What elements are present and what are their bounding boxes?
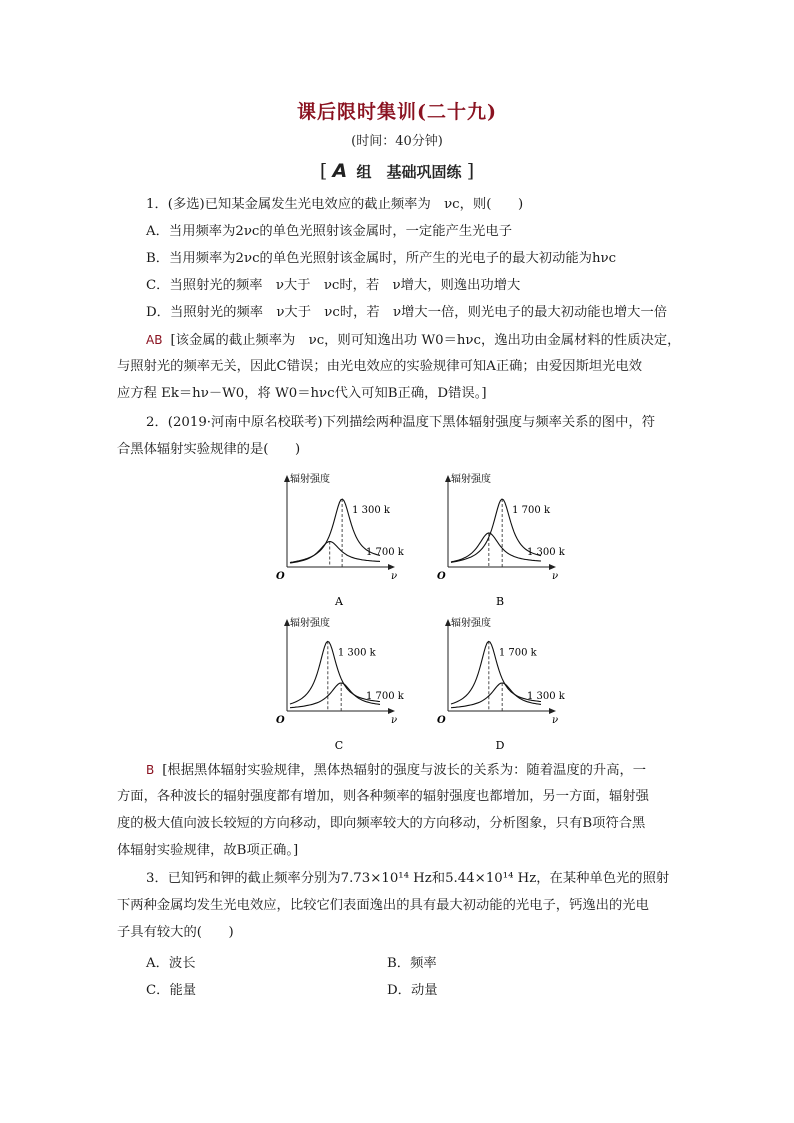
q3-stem-line-1: 3．已知钙和钾的截止频率分别为7.73×10¹⁴ Hz和5.44×10¹⁴ Hz，在某种单色光的照射 <box>146 871 670 886</box>
chart-d <box>437 616 566 752</box>
series-label-lower: 1 300 k <box>527 691 565 703</box>
q2-explanation-line-1: B [根据黑体辐射实验规律，黑体热辐射的强度与波长的关系为：随着温度的升高，一 <box>146 763 647 778</box>
x-axis-arrow <box>549 708 556 714</box>
q1-explanation-line-1: AB [该金属的截止频率为 νc，则可知逸出功 W0＝hνc，逸出功由金属材料的性质决定， <box>146 333 681 348</box>
q2-stem-line-2: 合黑体辐射实验规律的是( ) <box>117 442 301 457</box>
q1-option-b: B．当用频率为2νc的单色光照射该金属时，所产生的光电子的最大初动能为hνc <box>146 251 617 266</box>
q3-stem-line-3: 子具有较大的( ) <box>117 925 234 940</box>
q1-option-d: D．当照射光的频率 ν大于 νc时，若 ν增大一倍，则光电子的最大初动能也增大一倍 <box>146 305 668 320</box>
q2-stem-line-1: 2．(2019·河南中原名校联考)下列描绘两种温度下黑体辐射强度与频率关系的图中，符 <box>146 415 655 430</box>
chart-caption: B <box>495 595 505 608</box>
chart-b <box>437 472 566 608</box>
q1-answer: AB <box>146 333 163 347</box>
q1-option-c: C．当照射光的频率 ν大于 νc时，若 ν增大，则逸出功增大 <box>146 278 521 293</box>
chart-caption: D <box>495 739 505 752</box>
series-label-lower: 1 700 k <box>366 547 404 559</box>
y-axis-label: 辐射强度 <box>451 618 491 629</box>
chart-c <box>276 616 405 752</box>
time-limit: (时间：40分钟) <box>351 134 443 149</box>
chart-a <box>276 472 405 608</box>
q3-stem-line-2: 下两种金属均发生光电效应，比较它们表面逸出的具有最大初动能的光电子，钙逸出的光电 <box>117 898 649 913</box>
q2-explanation-line-3: 度的极大值向波长较短的方向移动，即向频率较大的方向移动，分析图象，只有B项符合黑 <box>117 816 646 831</box>
x-axis-label: ν <box>552 715 559 726</box>
y-axis-label: 辐射强度 <box>290 474 330 485</box>
section-bracket-close: ] <box>466 160 475 182</box>
chart-caption: C <box>334 739 344 752</box>
q2-explanation-line-2: 方面，各种波长的辐射强度都有增加，则各种频率的辐射强度也都增加，另一方面，辐射强 <box>117 789 649 804</box>
chart-caption: A <box>335 595 343 608</box>
q1-explanation-line-2: 与照射光的频率无关，因此C错误；由光电效应的实验规律可知A正确；由爱因斯坦光电效 <box>117 359 643 374</box>
x-axis-arrow <box>388 564 395 570</box>
series-label-upper: 1 700 k <box>498 647 537 659</box>
series-label-lower: 1 700 k <box>366 691 404 703</box>
series-label-upper: 1 300 k <box>337 647 376 659</box>
series-label-upper: 1 300 k <box>352 505 390 516</box>
q2-answer: B <box>146 763 155 777</box>
q3-option-c: C．能量 <box>146 983 197 998</box>
x-axis-label: ν <box>552 571 559 582</box>
q3-option-a: A．波长 <box>146 956 196 971</box>
x-axis-label: ν <box>391 715 398 726</box>
section-letter: A <box>332 160 348 182</box>
x-axis-arrow <box>549 564 556 570</box>
section-bracket-open: [ <box>319 160 328 182</box>
series-label-lower: 1 300 k <box>527 547 565 559</box>
origin-label: O <box>276 715 285 726</box>
y-axis-label: 辐射强度 <box>290 618 330 629</box>
origin-label: O <box>276 571 285 582</box>
origin-label: O <box>437 715 446 726</box>
q1-explanation-line-3: 应方程 Ek＝hν－W0，将 W0＝hνc代入可知B正确，D错误。] <box>117 386 487 401</box>
q1-option-a: A．当用频率为2νc的单色光照射该金属时，一定能产生光电子 <box>146 224 513 239</box>
origin-label: O <box>437 571 446 582</box>
series-label-upper: 1 700 k <box>512 505 551 516</box>
q3-option-b: B．频率 <box>387 956 437 971</box>
q1-stem: 1．(多选)已知某金属发生光电效应的截止频率为 νc，则( ) <box>146 197 524 212</box>
x-axis-arrow <box>388 708 395 714</box>
section-label: 组 基础巩固练 <box>356 163 462 181</box>
q3-option-d: D．动量 <box>387 983 438 998</box>
x-axis-label: ν <box>391 571 398 582</box>
y-axis-label: 辐射强度 <box>451 474 491 485</box>
q2-explanation-line-4: 体辐射实验规律，故B项正确。] <box>117 843 299 858</box>
page-title: 课后限时集训(二十九) <box>297 101 497 123</box>
